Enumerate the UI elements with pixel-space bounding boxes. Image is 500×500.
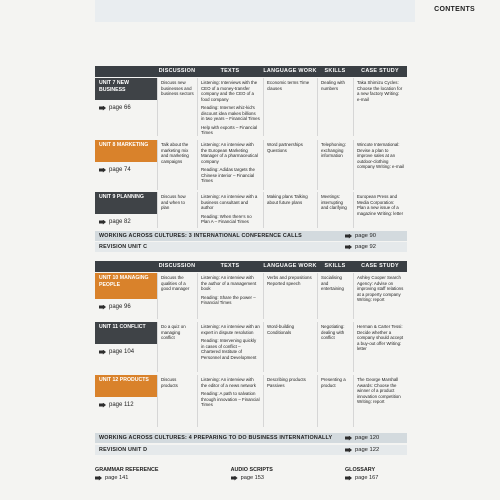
footer-page-link[interactable]: page 167 bbox=[345, 475, 407, 481]
discussion-cell: Discuss new businesses and business sectors bbox=[157, 78, 197, 136]
col-discussion: DISCUSSION bbox=[158, 68, 196, 74]
texts-cell: Listening: An interview with the editor of a news network Reading: A path to salvation through innovation – Financial Times bbox=[197, 375, 263, 427]
skills-cell: Meetings: interrupting and clarifying bbox=[317, 192, 353, 228]
arrow-icon bbox=[99, 220, 106, 225]
unit-page-link[interactable]: page 104 bbox=[95, 349, 157, 355]
case-study-cell: Herman & Carter Tessi: Decide whether a company should accept a buy-out offer Writing: letter bbox=[353, 322, 407, 372]
unit-page-link[interactable]: page 96 bbox=[95, 304, 157, 310]
unit-row bbox=[95, 192, 407, 228]
unit-row bbox=[95, 375, 407, 427]
unit-title: UNIT 10 MANAGING PEOPLE bbox=[95, 273, 157, 299]
col-language: LANGUAGE WORK bbox=[263, 263, 317, 269]
case-study-cell: Wincote International: Devise a plan to improve sales at an outdoor-clothing company Writing: e-mail bbox=[353, 140, 407, 190]
arrow-icon bbox=[345, 448, 352, 453]
texts-cell: Listening: An interview with the European Marketing Manager of a pharmaceutical company Reading: Adidas targets the Chinese interior – Financial Times bbox=[197, 140, 263, 190]
language-cell: Verbs and prepositions Reported speech bbox=[263, 273, 317, 319]
discussion-cell: Discuss how and when to plan bbox=[157, 192, 197, 228]
col-texts: TEXTS bbox=[220, 68, 240, 74]
case-study-cell: European Press and Media Corporation: Plan a new issue of a magazine Writing: letter bbox=[353, 192, 407, 228]
unit-title: UNIT 12 PRODUCTS bbox=[95, 375, 157, 397]
skills-cell: Socialising and entertaining bbox=[317, 273, 353, 319]
unit-row bbox=[95, 273, 407, 319]
arrow-icon bbox=[99, 305, 106, 310]
col-language: LANGUAGE WORK bbox=[263, 68, 317, 74]
footer-page-link[interactable]: page 141 bbox=[95, 475, 159, 481]
col-skills: SKILLS bbox=[324, 263, 346, 269]
footer-audio: AUDIO SCRIPTS page 153 bbox=[230, 467, 273, 481]
texts-cell: Listening: An interview with the author of a management book Reading: Share the power – Financial Times bbox=[197, 273, 263, 319]
discussion-cell: Do a quiz on managing conflict bbox=[157, 322, 197, 372]
skills-cell: Telephoning: exchanging information bbox=[317, 140, 353, 190]
skills-cell: Presenting a product bbox=[317, 375, 353, 427]
column-header-row bbox=[95, 261, 407, 272]
culture-band: WORKING ACROSS CULTURES: 3 INTERNATIONAL CONFERENCE CALLS page 90 bbox=[95, 231, 407, 241]
arrow-icon bbox=[95, 476, 102, 481]
unit-page-link[interactable]: page 82 bbox=[95, 219, 157, 225]
texts-cell: Listening: Interviews with the CEO of a money-transfer company and the CEO of a food company Reading: Internet whiz-kid's discount idea makes billions in two years – Financial Times Help with exports – Financial Times bbox=[197, 78, 263, 136]
discussion-cell: Discuss products bbox=[157, 375, 197, 427]
case-study-cell: Ashley Cooper Search Agency: Advise on improving staff relations at a property company Writing: report bbox=[353, 273, 407, 319]
col-case: CASE STUDY bbox=[361, 68, 399, 74]
arrow-icon bbox=[345, 436, 352, 441]
footer-glossary: GLOSSARY page 167 bbox=[345, 467, 407, 481]
col-case: CASE STUDY bbox=[361, 263, 399, 269]
footer-page-link[interactable]: page 153 bbox=[231, 475, 273, 481]
unit-title: UNIT 9 PLANNING bbox=[95, 192, 157, 214]
unit-row bbox=[95, 78, 407, 136]
texts-cell: Listening: An interview with a business consultant and author Reading: When there's no Plan A – Financial Times bbox=[197, 192, 263, 228]
arrow-icon bbox=[99, 168, 106, 173]
revision-band: REVISION UNIT D page 122 bbox=[95, 445, 407, 455]
arrow-icon bbox=[345, 234, 352, 239]
band-page-link[interactable]: page 122 bbox=[345, 447, 407, 453]
skills-cell: Negotiating: dealing with conflict bbox=[317, 322, 353, 372]
case-study-cell: The George Marshall Awards: Choose the winner of a product innovation competition Writing: report bbox=[353, 375, 407, 427]
language-cell: Making plans Talking about future plans bbox=[263, 192, 317, 228]
footer bbox=[95, 467, 407, 481]
discussion-cell: Discuss the qualities of a good manager bbox=[157, 273, 197, 319]
band-page-link[interactable]: page 92 bbox=[345, 244, 407, 250]
unit-row bbox=[95, 322, 407, 372]
band-page-link[interactable]: page 120 bbox=[345, 435, 407, 441]
arrow-icon bbox=[231, 476, 238, 481]
unit-row bbox=[95, 140, 407, 190]
footer-grammar: GRAMMAR REFERENCE page 141 bbox=[95, 467, 159, 481]
arrow-icon bbox=[345, 476, 352, 481]
contents-label: CONTENTS bbox=[434, 6, 475, 13]
unit-title: UNIT 7 NEW BUSINESS bbox=[95, 78, 157, 100]
col-discussion: DISCUSSION bbox=[158, 263, 196, 269]
unit-page-link[interactable]: page 112 bbox=[95, 402, 157, 408]
language-cell: Describing products Passives bbox=[263, 375, 317, 427]
col-skills: SKILLS bbox=[324, 68, 346, 74]
case-study-cell: Taka Shimizu Cycles: Choose the location for a new factory Writing: e-mail bbox=[353, 78, 407, 136]
unit-title: UNIT 11 CONFLICT bbox=[95, 322, 157, 344]
arrow-icon bbox=[99, 106, 106, 111]
skills-cell: Dealing with numbers bbox=[317, 78, 353, 136]
texts-cell: Listening: An interview with an expert in dispute resolution Reading: Intervening quickly in cases of conflict – Chartered Institute of Personnel and Development bbox=[197, 322, 263, 372]
arrow-icon bbox=[345, 245, 352, 250]
language-cell: Word-building Conditionals bbox=[263, 322, 317, 372]
arrow-icon bbox=[99, 403, 106, 408]
culture-band: WORKING ACROSS CULTURES: 4 PREPARING TO DO BUSINESS INTERNATIONALLY page 120 bbox=[95, 433, 407, 443]
band-page-link[interactable]: page 90 bbox=[345, 233, 407, 239]
language-cell: Economic terms Time clauses bbox=[263, 78, 317, 136]
discussion-cell: Talk about the marketing mix and marketing campaigns bbox=[157, 140, 197, 190]
arrow-icon bbox=[99, 350, 106, 355]
unit-title: UNIT 8 MARKETING bbox=[95, 140, 157, 162]
title-band bbox=[95, 0, 415, 22]
unit-page-link[interactable]: page 66 bbox=[95, 105, 157, 111]
unit-page-link[interactable]: page 74 bbox=[95, 167, 157, 173]
revision-band: REVISION UNIT C page 92 bbox=[95, 242, 407, 252]
col-texts: TEXTS bbox=[220, 263, 240, 269]
column-header-row bbox=[95, 66, 407, 77]
language-cell: Word partnerships Questions bbox=[263, 140, 317, 190]
